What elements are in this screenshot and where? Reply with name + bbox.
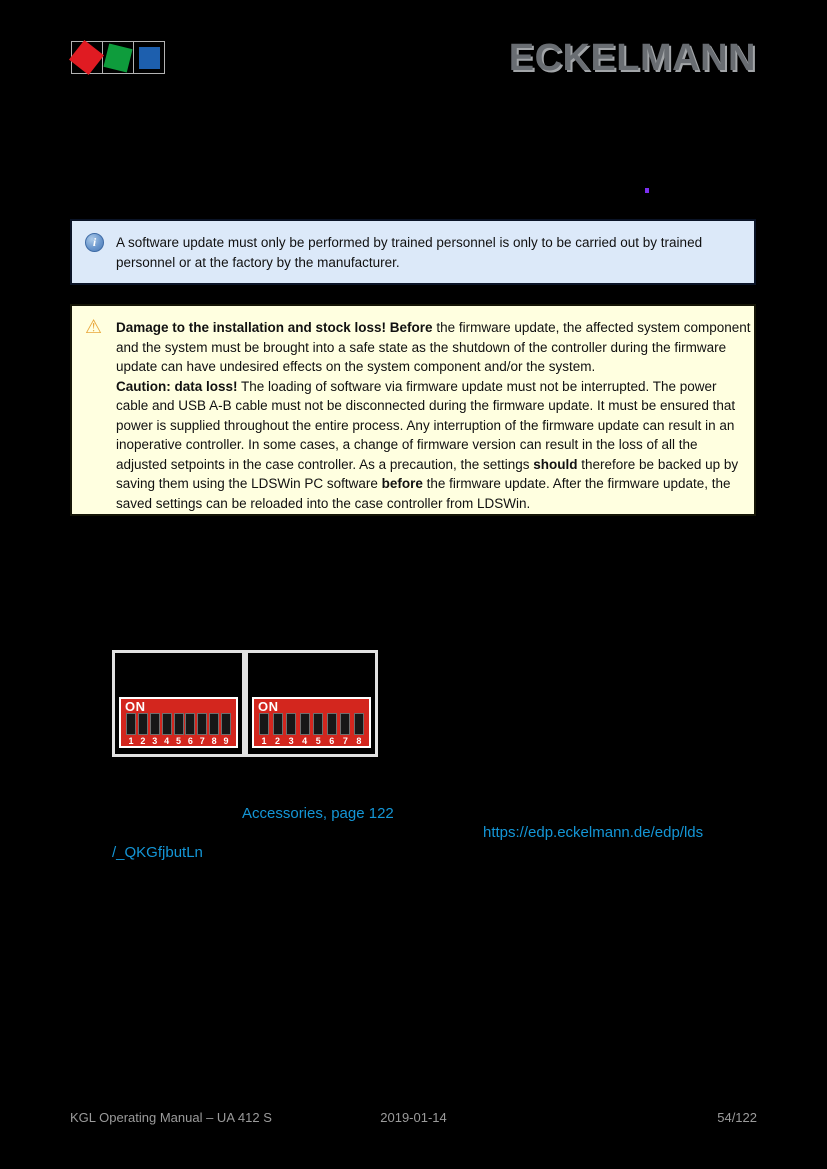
footer-document-title: KGL Operating Manual – UA 412 S <box>70 1110 272 1125</box>
dip-switch <box>185 713 195 746</box>
brand-wordmark: ECKELMANN <box>508 37 756 79</box>
dip-switch-slot <box>273 713 283 735</box>
dip-switch <box>273 713 283 746</box>
artifact-dot <box>645 188 649 193</box>
info-note-box <box>70 219 756 285</box>
info-note-text: A software update must only be performed by trained personnel is only to be carried out by trained personnel or at the factory by the manufacturer. <box>116 235 703 270</box>
dip-switch <box>126 713 136 746</box>
dip-block-8 <box>252 697 371 748</box>
dip-switch-number: 3 <box>152 736 158 746</box>
dip-switch <box>286 713 296 746</box>
dip-switch <box>327 713 337 746</box>
dip-switch <box>174 713 184 746</box>
dip-block-9 <box>119 697 238 748</box>
accessories-link[interactable]: Accessories, page 122 <box>242 805 394 822</box>
edp-url-continuation-link[interactable]: /_QKGfjbutLn <box>112 844 203 861</box>
logo-cell-red <box>71 41 103 74</box>
dip-switch-number: 2 <box>275 736 281 746</box>
dip-switch-slot <box>300 713 310 735</box>
green-square-icon <box>103 43 132 72</box>
dip-switch-number: 9 <box>223 736 229 746</box>
eckelmann-logo <box>71 41 165 74</box>
dip-slots-row <box>259 713 364 746</box>
dip-switch-number: 5 <box>175 736 181 746</box>
dip-switch-slot <box>327 713 337 735</box>
dip-switch-figure <box>112 650 378 757</box>
dip-switch-slot <box>150 713 160 735</box>
warning-note-box <box>70 304 756 516</box>
logo-cell-green <box>103 41 134 74</box>
dip-switch-slot <box>286 713 296 735</box>
dip-switch-slot <box>185 713 195 735</box>
dip-switch <box>209 713 219 746</box>
dip-switch-number: 8 <box>356 736 362 746</box>
dip-switch-slot <box>259 713 269 735</box>
dip-switch-number: 7 <box>342 736 348 746</box>
dip-switch <box>150 713 160 746</box>
dip-switch-slot <box>197 713 207 735</box>
dip-switch <box>354 713 364 746</box>
dip-switch-slot <box>174 713 184 735</box>
dip-switch-number: 8 <box>211 736 217 746</box>
dip-switch <box>197 713 207 746</box>
dip-switch-number: 6 <box>329 736 335 746</box>
dip-switch <box>340 713 350 746</box>
red-square-icon <box>69 40 104 75</box>
on-label: ON <box>125 699 146 714</box>
dip-switch-slot <box>313 713 323 735</box>
dip-switch-number: 2 <box>140 736 146 746</box>
dip-switch <box>313 713 323 746</box>
dip-switch-slot <box>209 713 219 735</box>
dip-switch-slot <box>126 713 136 735</box>
warning-icon: ⚠ <box>85 317 103 338</box>
on-label: ON <box>258 699 279 714</box>
dip-switch-number: 4 <box>302 736 308 746</box>
dip-switch <box>221 713 231 746</box>
dip-switch <box>138 713 148 746</box>
logo-cell-blue <box>134 41 165 74</box>
warning-note-text: Damage to the installation and stock loss! Before the firmware update, the affected system component and the system must be brought into a safe state as the shutdown of the controller during the firmware update can have undesired effects on the system component and/or the system. Caution: data loss! The loading of software via firmware update must not be interrupted. The power cable and USB A-B cable must not be disconnected during the firmware update. It must be ensured that power is supplied throughout the entire process. Any interruption of the firmware update can result in an inoperative controller. In some cases, a change of firmware version can result in the loss of all the adjusted setpoints in the case controller. As a precaution, the settings should therefore be backed up by saving them using the LDSWin PC software before the firmware update. After the firmware update, the saved settings can be reloaded into the case controller from LDSWin. <box>116 320 751 511</box>
dip-switch-slot <box>138 713 148 735</box>
dip-slots-row <box>126 713 231 746</box>
dip-switch-number: 4 <box>164 736 170 746</box>
dip-switch-number: 1 <box>261 736 267 746</box>
info-icon: i <box>85 233 104 252</box>
dip-switch-number: 5 <box>315 736 321 746</box>
dip-panel-right <box>245 650 378 757</box>
dip-switch-number: 1 <box>128 736 134 746</box>
footer-page-number: 54/122 <box>717 1110 757 1125</box>
edp-url-link[interactable]: https://edp.eckelmann.de/edp/lds <box>483 824 704 841</box>
dip-switch-number: 6 <box>187 736 193 746</box>
dip-switch-slot <box>162 713 172 735</box>
dip-switch-number: 7 <box>199 736 205 746</box>
dip-switch-slot <box>221 713 231 735</box>
blue-square-icon <box>139 47 160 69</box>
dip-switch <box>259 713 269 746</box>
dip-switch <box>162 713 172 746</box>
dip-panel-left <box>112 650 245 757</box>
dip-switch <box>300 713 310 746</box>
dip-switch-slot <box>354 713 364 735</box>
dip-switch-slot <box>340 713 350 735</box>
footer-date: 2019-01-14 <box>380 1110 447 1125</box>
dip-switch-number: 3 <box>288 736 294 746</box>
